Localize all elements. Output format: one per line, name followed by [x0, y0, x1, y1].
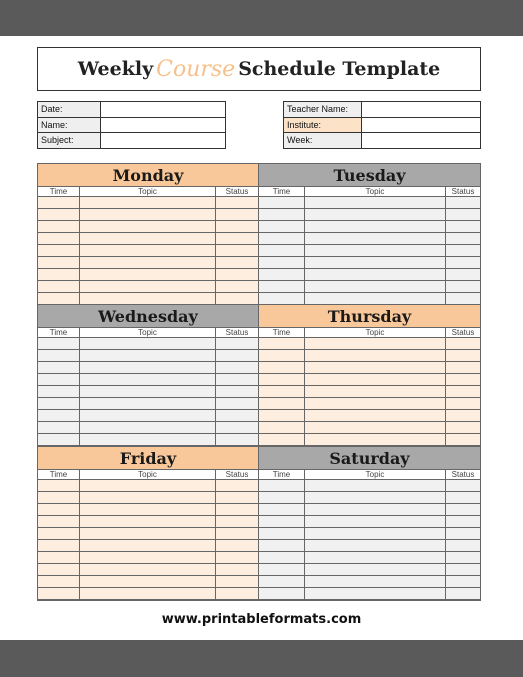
column-header-status: Status	[216, 187, 258, 197]
time-cell[interactable]	[259, 410, 305, 422]
time-cell[interactable]	[259, 434, 305, 446]
time-cell[interactable]	[259, 398, 305, 410]
status-cell[interactable]	[216, 362, 258, 374]
footer-url: www.printableformats.com	[161, 612, 362, 627]
title-accent: Course	[156, 56, 236, 82]
status-cell[interactable]	[216, 504, 258, 516]
topic-cell[interactable]	[305, 564, 446, 576]
info-table-left	[37, 101, 226, 149]
status-cell[interactable]	[216, 221, 258, 233]
topic-cell[interactable]	[305, 209, 446, 221]
status-cell[interactable]	[216, 197, 258, 209]
time-cell[interactable]	[38, 209, 80, 221]
time-cell[interactable]	[38, 362, 80, 374]
time-cell[interactable]	[259, 362, 305, 374]
status-cell[interactable]	[216, 281, 258, 293]
date-field[interactable]	[101, 102, 226, 118]
day-tuesday	[258, 163, 481, 305]
time-cell[interactable]	[38, 269, 80, 281]
status-cell[interactable]	[446, 552, 480, 564]
time-cell[interactable]	[259, 492, 305, 504]
title-suffix: Schedule Template	[238, 58, 441, 80]
status-cell[interactable]	[446, 480, 480, 492]
bottom-band	[0, 640, 523, 677]
topic-cell[interactable]	[305, 197, 446, 209]
time-cell[interactable]	[38, 281, 80, 293]
status-cell[interactable]	[446, 528, 480, 540]
week-label: Week:	[284, 133, 362, 149]
status-cell[interactable]	[216, 516, 258, 528]
time-cell[interactable]	[38, 398, 80, 410]
column-header-topic: Topic	[305, 187, 446, 197]
time-cell[interactable]	[38, 516, 80, 528]
topic-cell[interactable]	[305, 588, 446, 600]
time-cell[interactable]	[38, 576, 80, 588]
status-cell[interactable]	[446, 588, 480, 600]
topic-cell[interactable]	[305, 257, 446, 269]
day-saturday	[258, 446, 481, 601]
schedule-grid-friday	[38, 470, 258, 600]
time-cell[interactable]	[38, 245, 80, 257]
status-cell[interactable]	[446, 434, 480, 446]
topic-cell[interactable]	[305, 221, 446, 233]
status-cell[interactable]	[216, 422, 258, 434]
topic-cell[interactable]	[305, 269, 446, 281]
status-cell[interactable]	[446, 516, 480, 528]
topic-cell[interactable]	[80, 233, 216, 245]
day-monday	[37, 163, 259, 305]
time-cell[interactable]	[259, 564, 305, 576]
status-cell[interactable]	[216, 338, 258, 350]
topic-cell[interactable]	[305, 422, 446, 434]
time-cell[interactable]	[259, 350, 305, 362]
column-header-topic: Topic	[305, 328, 446, 338]
status-cell[interactable]	[446, 197, 480, 209]
time-cell[interactable]	[259, 588, 305, 600]
status-cell[interactable]	[446, 540, 480, 552]
day-heading-friday: Friday	[38, 447, 258, 470]
time-cell[interactable]	[38, 528, 80, 540]
status-cell[interactable]	[446, 386, 480, 398]
time-cell[interactable]	[259, 552, 305, 564]
status-cell[interactable]	[446, 374, 480, 386]
schedule-grid-thursday	[259, 328, 480, 446]
time-cell[interactable]	[259, 233, 305, 245]
status-cell[interactable]	[446, 422, 480, 434]
status-cell[interactable]	[446, 233, 480, 245]
topic-cell[interactable]	[305, 398, 446, 410]
status-cell[interactable]	[216, 410, 258, 422]
status-cell[interactable]	[446, 492, 480, 504]
status-cell[interactable]	[446, 398, 480, 410]
schedule-grid-tuesday	[259, 187, 480, 305]
time-cell[interactable]	[38, 197, 80, 209]
day-heading-saturday: Saturday	[259, 447, 480, 470]
status-cell[interactable]	[446, 338, 480, 350]
time-cell[interactable]	[259, 386, 305, 398]
topic-cell[interactable]	[80, 257, 216, 269]
schedule-grid-saturday	[259, 470, 480, 600]
day-heading-monday: Monday	[38, 164, 258, 187]
time-cell[interactable]	[38, 410, 80, 422]
subject-label: Subject:	[38, 133, 101, 149]
topic-cell[interactable]	[305, 504, 446, 516]
topic-cell[interactable]	[80, 281, 216, 293]
topic-cell[interactable]	[80, 564, 216, 576]
topic-cell[interactable]	[80, 221, 216, 233]
time-cell[interactable]	[38, 480, 80, 492]
day-heading-thursday: Thursday	[259, 305, 480, 328]
topic-cell[interactable]	[305, 576, 446, 588]
status-cell[interactable]	[216, 434, 258, 446]
time-cell[interactable]	[38, 233, 80, 245]
column-header-time: Time	[259, 470, 305, 480]
topic-cell[interactable]	[80, 492, 216, 504]
topic-cell[interactable]	[80, 588, 216, 600]
topic-cell[interactable]	[80, 197, 216, 209]
column-header-topic: Topic	[80, 470, 216, 480]
topic-cell[interactable]	[80, 576, 216, 588]
topic-cell[interactable]	[80, 338, 216, 350]
topic-cell[interactable]	[305, 410, 446, 422]
topic-cell[interactable]	[80, 434, 216, 446]
top-band	[0, 0, 523, 36]
topic-cell[interactable]	[305, 374, 446, 386]
topic-cell[interactable]	[80, 516, 216, 528]
column-header-time: Time	[38, 470, 80, 480]
status-cell[interactable]	[446, 362, 480, 374]
time-cell[interactable]	[38, 492, 80, 504]
time-cell[interactable]	[259, 281, 305, 293]
topic-cell[interactable]	[305, 233, 446, 245]
time-cell[interactable]	[38, 338, 80, 350]
column-header-status: Status	[216, 470, 258, 480]
time-cell[interactable]	[38, 374, 80, 386]
week-field[interactable]	[362, 133, 481, 149]
subject-field[interactable]	[101, 133, 226, 149]
topic-cell[interactable]	[305, 386, 446, 398]
column-header-status: Status	[446, 187, 480, 197]
teacher-name-field[interactable]	[362, 102, 481, 118]
column-header-time: Time	[38, 328, 80, 338]
title-prefix: Weekly	[77, 58, 154, 80]
status-cell[interactable]	[216, 564, 258, 576]
topic-cell[interactable]	[80, 480, 216, 492]
status-cell[interactable]	[446, 350, 480, 362]
status-cell[interactable]	[216, 528, 258, 540]
status-cell[interactable]	[446, 410, 480, 422]
topic-cell[interactable]	[305, 540, 446, 552]
page-title	[37, 47, 481, 91]
topic-cell[interactable]	[80, 552, 216, 564]
status-cell[interactable]	[216, 233, 258, 245]
time-cell[interactable]	[38, 257, 80, 269]
time-cell[interactable]	[38, 588, 80, 600]
time-cell[interactable]	[38, 386, 80, 398]
time-cell[interactable]	[259, 516, 305, 528]
topic-cell[interactable]	[305, 338, 446, 350]
status-cell[interactable]	[446, 576, 480, 588]
status-cell[interactable]	[216, 386, 258, 398]
time-cell[interactable]	[259, 197, 305, 209]
status-cell[interactable]	[216, 257, 258, 269]
time-cell[interactable]	[38, 552, 80, 564]
time-cell[interactable]	[38, 350, 80, 362]
topic-cell[interactable]	[80, 362, 216, 374]
topic-cell[interactable]	[305, 516, 446, 528]
time-cell[interactable]	[259, 540, 305, 552]
topic-cell[interactable]	[80, 398, 216, 410]
topic-cell[interactable]	[80, 350, 216, 362]
status-cell[interactable]	[216, 374, 258, 386]
column-header-topic: Topic	[80, 328, 216, 338]
status-cell[interactable]	[446, 564, 480, 576]
column-header-status: Status	[446, 470, 480, 480]
column-header-time: Time	[38, 187, 80, 197]
topic-cell[interactable]	[305, 480, 446, 492]
status-cell[interactable]	[216, 269, 258, 281]
column-header-status: Status	[216, 328, 258, 338]
teacher-name-label: Teacher Name:	[284, 102, 362, 118]
time-cell[interactable]	[259, 209, 305, 221]
topic-cell[interactable]	[80, 410, 216, 422]
day-heading-wednesday: Wednesday	[38, 305, 258, 328]
status-cell[interactable]	[446, 209, 480, 221]
status-cell[interactable]	[216, 350, 258, 362]
status-cell[interactable]	[216, 245, 258, 257]
time-cell[interactable]	[259, 338, 305, 350]
column-header-topic: Topic	[305, 470, 446, 480]
schedule-grid-monday	[38, 187, 258, 305]
status-cell[interactable]	[446, 504, 480, 516]
name-label: Name:	[38, 117, 101, 133]
status-cell[interactable]	[216, 588, 258, 600]
time-cell[interactable]	[259, 504, 305, 516]
time-cell[interactable]	[38, 564, 80, 576]
topic-cell[interactable]	[305, 552, 446, 564]
date-label: Date:	[38, 102, 101, 118]
topic-cell[interactable]	[305, 281, 446, 293]
time-cell[interactable]	[38, 434, 80, 446]
time-cell[interactable]	[259, 374, 305, 386]
status-cell[interactable]	[216, 552, 258, 564]
status-cell[interactable]	[446, 257, 480, 269]
time-cell[interactable]	[259, 269, 305, 281]
status-cell[interactable]	[216, 209, 258, 221]
topic-cell[interactable]	[80, 386, 216, 398]
topic-cell[interactable]	[80, 528, 216, 540]
institute-label: Institute:	[284, 117, 362, 133]
status-cell[interactable]	[216, 398, 258, 410]
topic-cell[interactable]	[80, 269, 216, 281]
name-field[interactable]	[101, 117, 226, 133]
topic-cell[interactable]	[305, 245, 446, 257]
time-cell[interactable]	[259, 422, 305, 434]
time-cell[interactable]	[259, 480, 305, 492]
column-header-topic: Topic	[80, 187, 216, 197]
column-header-status: Status	[446, 328, 480, 338]
info-table-right	[283, 101, 481, 149]
time-cell[interactable]	[259, 245, 305, 257]
topic-cell[interactable]	[80, 540, 216, 552]
time-cell[interactable]	[38, 422, 80, 434]
time-cell[interactable]	[259, 257, 305, 269]
time-cell[interactable]	[38, 540, 80, 552]
topic-cell[interactable]	[305, 528, 446, 540]
day-friday	[37, 446, 259, 601]
time-cell[interactable]	[259, 576, 305, 588]
status-cell[interactable]	[216, 576, 258, 588]
topic-cell[interactable]	[305, 434, 446, 446]
schedule-grid-wednesday	[38, 328, 258, 446]
institute-field[interactable]	[362, 117, 481, 133]
topic-cell[interactable]	[80, 374, 216, 386]
status-cell[interactable]	[216, 480, 258, 492]
status-cell[interactable]	[446, 269, 480, 281]
status-cell[interactable]	[446, 221, 480, 233]
topic-cell[interactable]	[80, 245, 216, 257]
topic-cell[interactable]	[305, 350, 446, 362]
topic-cell[interactable]	[80, 504, 216, 516]
topic-cell[interactable]	[305, 362, 446, 374]
day-heading-tuesday: Tuesday	[259, 164, 480, 187]
topic-cell[interactable]	[305, 492, 446, 504]
column-header-time: Time	[259, 328, 305, 338]
time-cell[interactable]	[259, 528, 305, 540]
time-cell[interactable]	[38, 504, 80, 516]
day-wednesday	[37, 304, 259, 447]
status-cell[interactable]	[446, 281, 480, 293]
column-header-time: Time	[259, 187, 305, 197]
time-cell[interactable]	[38, 221, 80, 233]
status-cell[interactable]	[216, 540, 258, 552]
status-cell[interactable]	[446, 245, 480, 257]
time-cell[interactable]	[259, 221, 305, 233]
status-cell[interactable]	[216, 492, 258, 504]
topic-cell[interactable]	[80, 209, 216, 221]
topic-cell[interactable]	[80, 422, 216, 434]
day-thursday	[258, 304, 481, 447]
